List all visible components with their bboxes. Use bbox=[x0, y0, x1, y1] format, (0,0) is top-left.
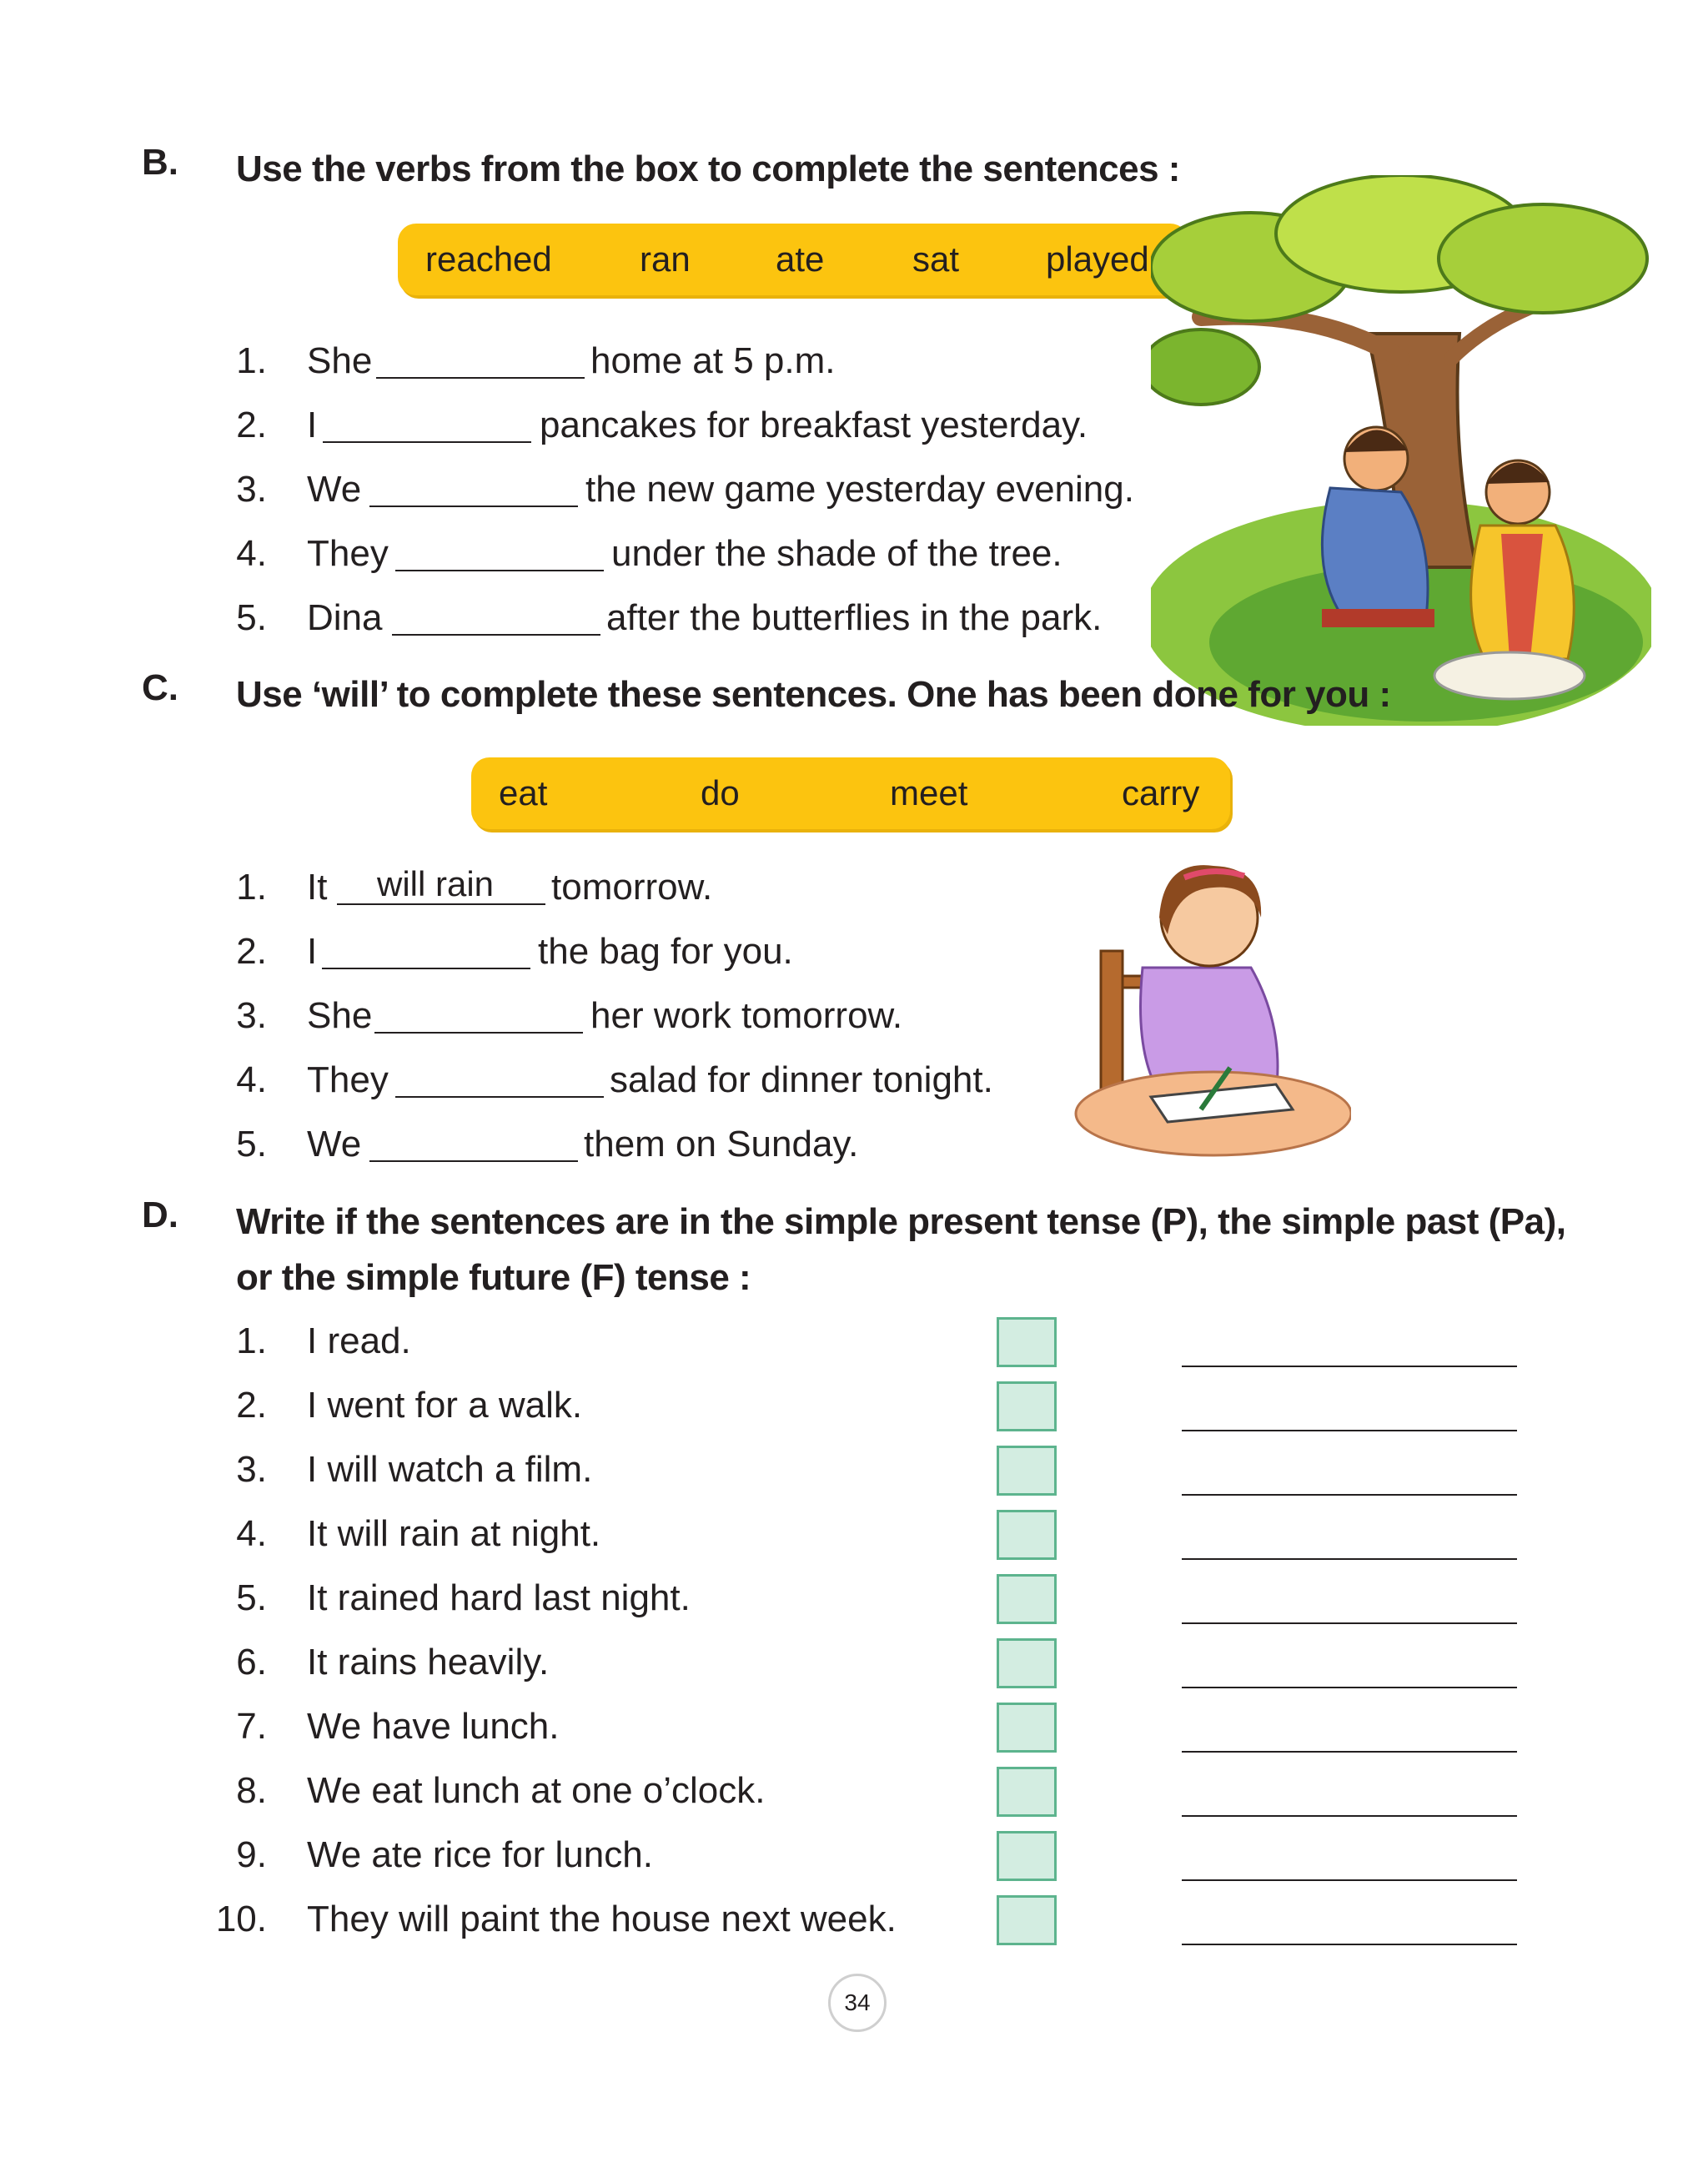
section-b-letter: B. bbox=[142, 142, 178, 183]
tense-answer-box[interactable] bbox=[997, 1767, 1057, 1817]
item-text: her work tomorrow. bbox=[590, 995, 903, 1036]
item-text: them on Sunday. bbox=[584, 1124, 859, 1164]
item-text: the bag for you. bbox=[538, 931, 793, 972]
verb-word: played bbox=[1046, 239, 1149, 279]
item-number: 1. bbox=[236, 867, 267, 908]
item-text: after the butterflies in the park. bbox=[606, 597, 1103, 638]
item-number: 1. bbox=[236, 1320, 267, 1361]
item-text: I will watch a film. bbox=[307, 1449, 593, 1490]
list-item bbox=[0, 1569, 1708, 1627]
item-text: We ate rice for lunch. bbox=[307, 1834, 653, 1875]
verb-word: eat bbox=[499, 773, 548, 812]
item-number: 2. bbox=[236, 405, 267, 445]
item-text: It will rain at night. bbox=[307, 1513, 601, 1554]
verb-word: do bbox=[701, 773, 740, 812]
answer-blank[interactable] bbox=[395, 525, 604, 571]
answer-blank[interactable] bbox=[322, 923, 530, 969]
item-text: We bbox=[307, 1124, 362, 1164]
tense-answer-box[interactable] bbox=[997, 1638, 1057, 1688]
item-text: salad for dinner tonight. bbox=[610, 1059, 993, 1100]
page-number: 34 bbox=[828, 1974, 887, 2032]
verb-box-b bbox=[398, 224, 1188, 295]
item-number: 4. bbox=[236, 533, 267, 574]
item-number: 3. bbox=[236, 469, 267, 510]
tense-answer-box[interactable] bbox=[997, 1446, 1057, 1496]
example-answer: will rain bbox=[376, 864, 495, 903]
item-text: They bbox=[307, 1059, 389, 1100]
verb-word: carry bbox=[1122, 773, 1200, 812]
list-item bbox=[0, 1115, 1708, 1174]
tree-illustration bbox=[1151, 175, 1651, 726]
answer-blank[interactable] bbox=[395, 1051, 604, 1098]
list-item bbox=[0, 1312, 1708, 1371]
answer-line[interactable] bbox=[1182, 1838, 1517, 1881]
item-text: It rains heavily. bbox=[307, 1642, 550, 1683]
list-item bbox=[0, 987, 1708, 1045]
item-number: 4. bbox=[236, 1059, 267, 1100]
list-item bbox=[0, 1762, 1708, 1820]
answer-blank[interactable] bbox=[374, 987, 583, 1034]
item-text: I read. bbox=[307, 1320, 411, 1361]
answer-line[interactable] bbox=[1182, 1902, 1517, 1945]
list-item bbox=[0, 1698, 1708, 1756]
answer-blank[interactable] bbox=[369, 1115, 578, 1162]
girl-writing-illustration bbox=[1068, 859, 1351, 1159]
answer-line[interactable] bbox=[1182, 1452, 1517, 1496]
tense-answer-box[interactable] bbox=[997, 1317, 1057, 1367]
answer-line[interactable] bbox=[1182, 1388, 1517, 1431]
item-text: It bbox=[307, 867, 328, 908]
item-number: 6. bbox=[236, 1642, 267, 1683]
verb-word: ate bbox=[776, 239, 825, 279]
item-text: We have lunch. bbox=[307, 1706, 560, 1747]
tense-answer-box[interactable] bbox=[997, 1574, 1057, 1624]
section-c-letter: C. bbox=[142, 667, 178, 708]
tense-answer-box[interactable] bbox=[997, 1831, 1057, 1881]
item-number: 9. bbox=[236, 1834, 267, 1875]
answer-line[interactable] bbox=[1182, 1517, 1517, 1560]
verb-word: ran bbox=[640, 239, 691, 279]
answer-line[interactable] bbox=[1182, 1581, 1517, 1624]
item-text: tomorrow. bbox=[551, 867, 713, 908]
item-number: 5. bbox=[236, 1124, 267, 1164]
item-number: 5. bbox=[236, 597, 267, 638]
list-item bbox=[0, 1890, 1708, 1949]
list-item bbox=[0, 1051, 1708, 1109]
answer-line[interactable] bbox=[1182, 1709, 1517, 1753]
tense-answer-box[interactable] bbox=[997, 1381, 1057, 1431]
item-text: Dina bbox=[307, 597, 383, 638]
item-number: 10. bbox=[215, 1899, 267, 1939]
item-text: She bbox=[307, 995, 373, 1036]
answer-line[interactable] bbox=[1182, 1645, 1517, 1688]
item-text: It rained hard last night. bbox=[307, 1577, 691, 1618]
section-b-title: Use the verbs from the box to complete the sentences : bbox=[236, 148, 1180, 189]
answer-blank[interactable] bbox=[323, 396, 531, 443]
item-text: They bbox=[307, 533, 389, 574]
item-number: 3. bbox=[236, 1449, 267, 1490]
tense-answer-box[interactable] bbox=[997, 1703, 1057, 1753]
section-d-title-line2: or the simple future (F) tense : bbox=[236, 1257, 751, 1298]
list-item bbox=[0, 1826, 1708, 1884]
item-text: I bbox=[307, 931, 318, 972]
section-d-title-line1: Write if the sentences are in the simple present tense (P), the simple past (Pa), bbox=[236, 1201, 1566, 1242]
item-text: home at 5 p.m. bbox=[590, 340, 836, 381]
item-text: under the shade of the tree. bbox=[611, 533, 1062, 574]
section-d-letter: D. bbox=[142, 1195, 178, 1235]
list-item bbox=[0, 858, 1708, 917]
list-item bbox=[0, 1505, 1708, 1563]
list-item bbox=[0, 1633, 1708, 1692]
item-text: She bbox=[307, 340, 373, 381]
item-number: 2. bbox=[236, 1385, 267, 1426]
item-number: 4. bbox=[236, 1513, 267, 1554]
item-text: I went for a walk. bbox=[307, 1385, 583, 1426]
item-text: We eat lunch at one o’clock. bbox=[307, 1770, 766, 1811]
answer-blank[interactable] bbox=[369, 460, 578, 507]
section-c-title: Use ‘will’ to complete these sentences. One has been done for you : bbox=[236, 674, 1391, 715]
verb-word: reached bbox=[425, 239, 552, 279]
item-text: I bbox=[307, 405, 318, 445]
item-number: 3. bbox=[236, 995, 267, 1036]
item-number: 8. bbox=[236, 1770, 267, 1811]
list-item bbox=[0, 923, 1708, 981]
verb-word: sat bbox=[912, 239, 960, 279]
item-text: pancakes for breakfast yesterday. bbox=[540, 405, 1088, 445]
list-item bbox=[0, 1441, 1708, 1499]
answer-blank[interactable] bbox=[376, 332, 585, 379]
list-item bbox=[0, 1376, 1708, 1435]
item-text: the new game yesterday evening. bbox=[585, 469, 1134, 510]
item-number: 2. bbox=[236, 931, 267, 972]
verb-word: meet bbox=[890, 773, 968, 812]
tense-answer-box[interactable] bbox=[997, 1895, 1057, 1945]
item-number: 5. bbox=[236, 1577, 267, 1618]
answer-line[interactable] bbox=[1182, 1773, 1517, 1817]
item-number: 1. bbox=[236, 340, 267, 381]
answer-blank[interactable] bbox=[392, 589, 600, 636]
tense-answer-box[interactable] bbox=[997, 1510, 1057, 1560]
verb-box-c bbox=[471, 757, 1230, 829]
item-text: They will paint the house next week. bbox=[307, 1899, 897, 1939]
item-text: We bbox=[307, 469, 362, 510]
answer-line[interactable] bbox=[1182, 1324, 1517, 1367]
item-number: 7. bbox=[236, 1706, 267, 1747]
